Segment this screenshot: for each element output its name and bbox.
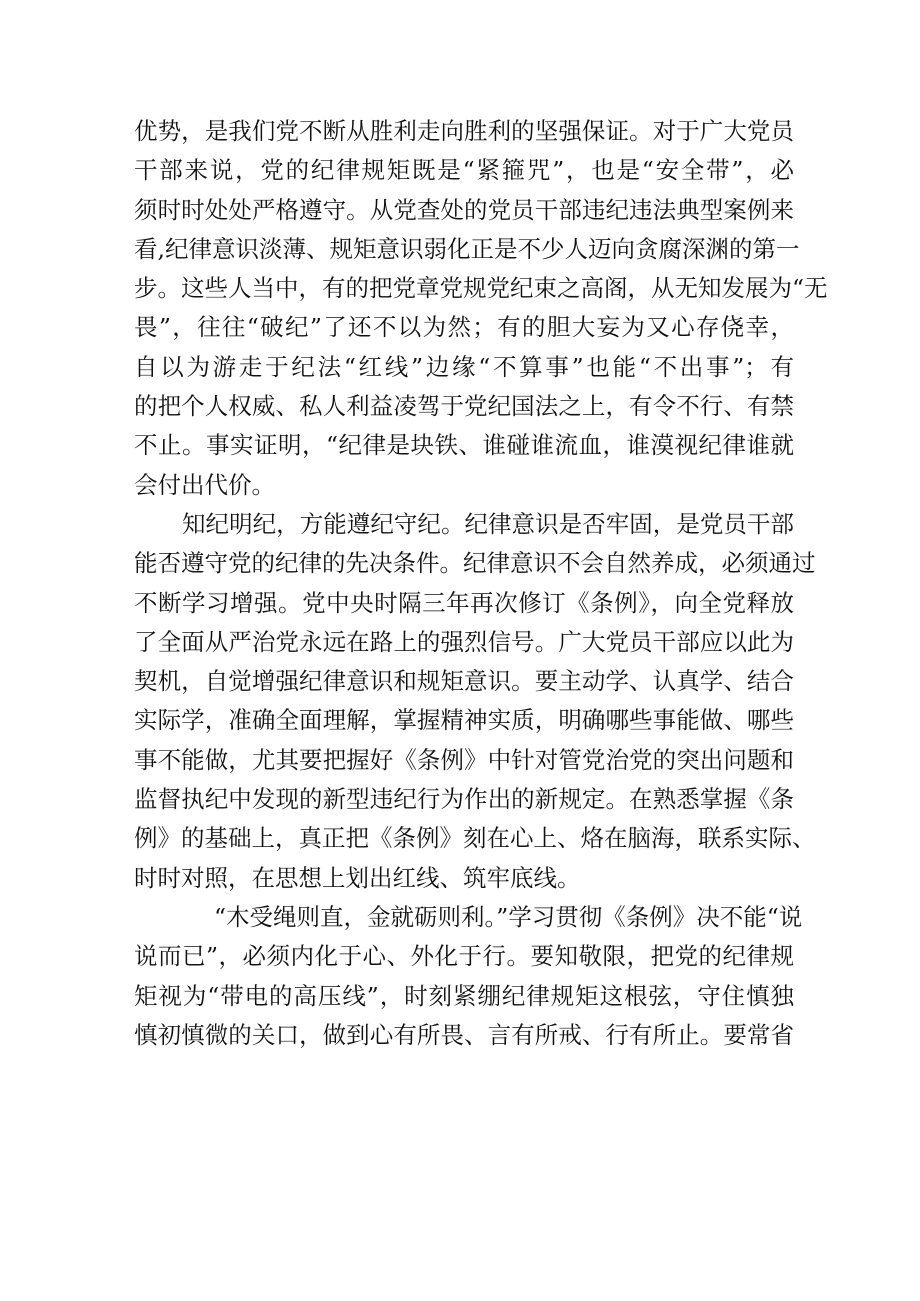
text-line: 步。这些人当中，有的把党章党规党纪束之高阁，从无知发展为“无 xyxy=(134,274,828,303)
text-line: 事不能做，尤其要把握好《条例》中针对管党治党的突出问题和 xyxy=(134,745,794,774)
text-line: 慎初慎微的关口，做到心有所畏、言有所戒、行有所止。要常省 xyxy=(134,1020,794,1049)
text-line: 不断学习增强。党中央时隔三年再次修订《条例》，向全党释放 xyxy=(134,588,794,617)
text-line: 优势，是我们党不断从胜利走向胜利的坚强保证。对于广大党员 xyxy=(134,117,794,145)
text-line: 会付出代价。 xyxy=(134,470,275,499)
text-line: 须时时处处严格遵守。从党查处的党员干部违纪违法典型案例来 xyxy=(134,195,794,224)
text-line: 自以为游走于纪法“红线”边缘“不算事”也能“不出事”；有 xyxy=(134,352,794,381)
text-line: 监督执纪中发现的新型违纪行为作出的新规定。在熟悉掌握《条 xyxy=(134,785,794,814)
text-line: 畏”，往往“破纪”了还不以为然；有的胆大妄为又心存侥幸， xyxy=(134,313,794,342)
text-line: 契机，自觉增强纪律意识和规矩意识。要主动学、认真学、结合 xyxy=(134,667,794,696)
text-line: 实际学，准确全面理解，掌握精神实质，明确哪些事能做、哪些 xyxy=(134,706,794,735)
text-line: 说而已”，必须内化于心、外化于行。要知敬限，把党的纪律规 xyxy=(134,942,794,971)
text-line: 时时对照，在思想上划出红线、筑牢底线。 xyxy=(134,863,581,892)
text-line: “木受绳则直，金就砺则利。”学习贯彻《条例》决不能“说 xyxy=(214,902,803,931)
text-line: 能否遵守党的纪律的先决条件。纪律意识不会自然养成，必须通过 xyxy=(134,549,816,578)
text-line: 不止。事实证明，“纪律是块铁、谁碰谁流血，谁漠视纪律谁就 xyxy=(134,431,794,460)
paragraph-3 xyxy=(134,898,803,1055)
text-line: 矩视为“带电的高压线”，时刻紧绷纪律规矩这根弦，守住慎独 xyxy=(134,981,794,1010)
text-line: 例》的基础上，真正把《条例》刻在心上、烙在脑海，联系实际、 xyxy=(134,824,816,853)
paragraph-1 xyxy=(134,112,828,505)
text-line: 了全面从严治党永远在路上的强烈信号。广大党员干部应以此为 xyxy=(134,627,794,656)
paragraph-2 xyxy=(134,505,816,898)
document-body xyxy=(134,112,828,1055)
text-line: 干部来说，党的纪律规矩既是“紧箍咒”，也是“安全带”，必 xyxy=(134,156,794,185)
text-line: 的把个人权威、私人利益凌驾于党纪国法之上，有令不行、有禁 xyxy=(134,392,794,421)
text-line: 知纪明纪，方能遵纪守纪。纪律意识是否牢固，是党员干部 xyxy=(182,509,794,538)
text-line: 看,纪律意识淡薄、规矩意识弱化正是不少人迈向贪腐深渊的第一 xyxy=(134,234,800,263)
